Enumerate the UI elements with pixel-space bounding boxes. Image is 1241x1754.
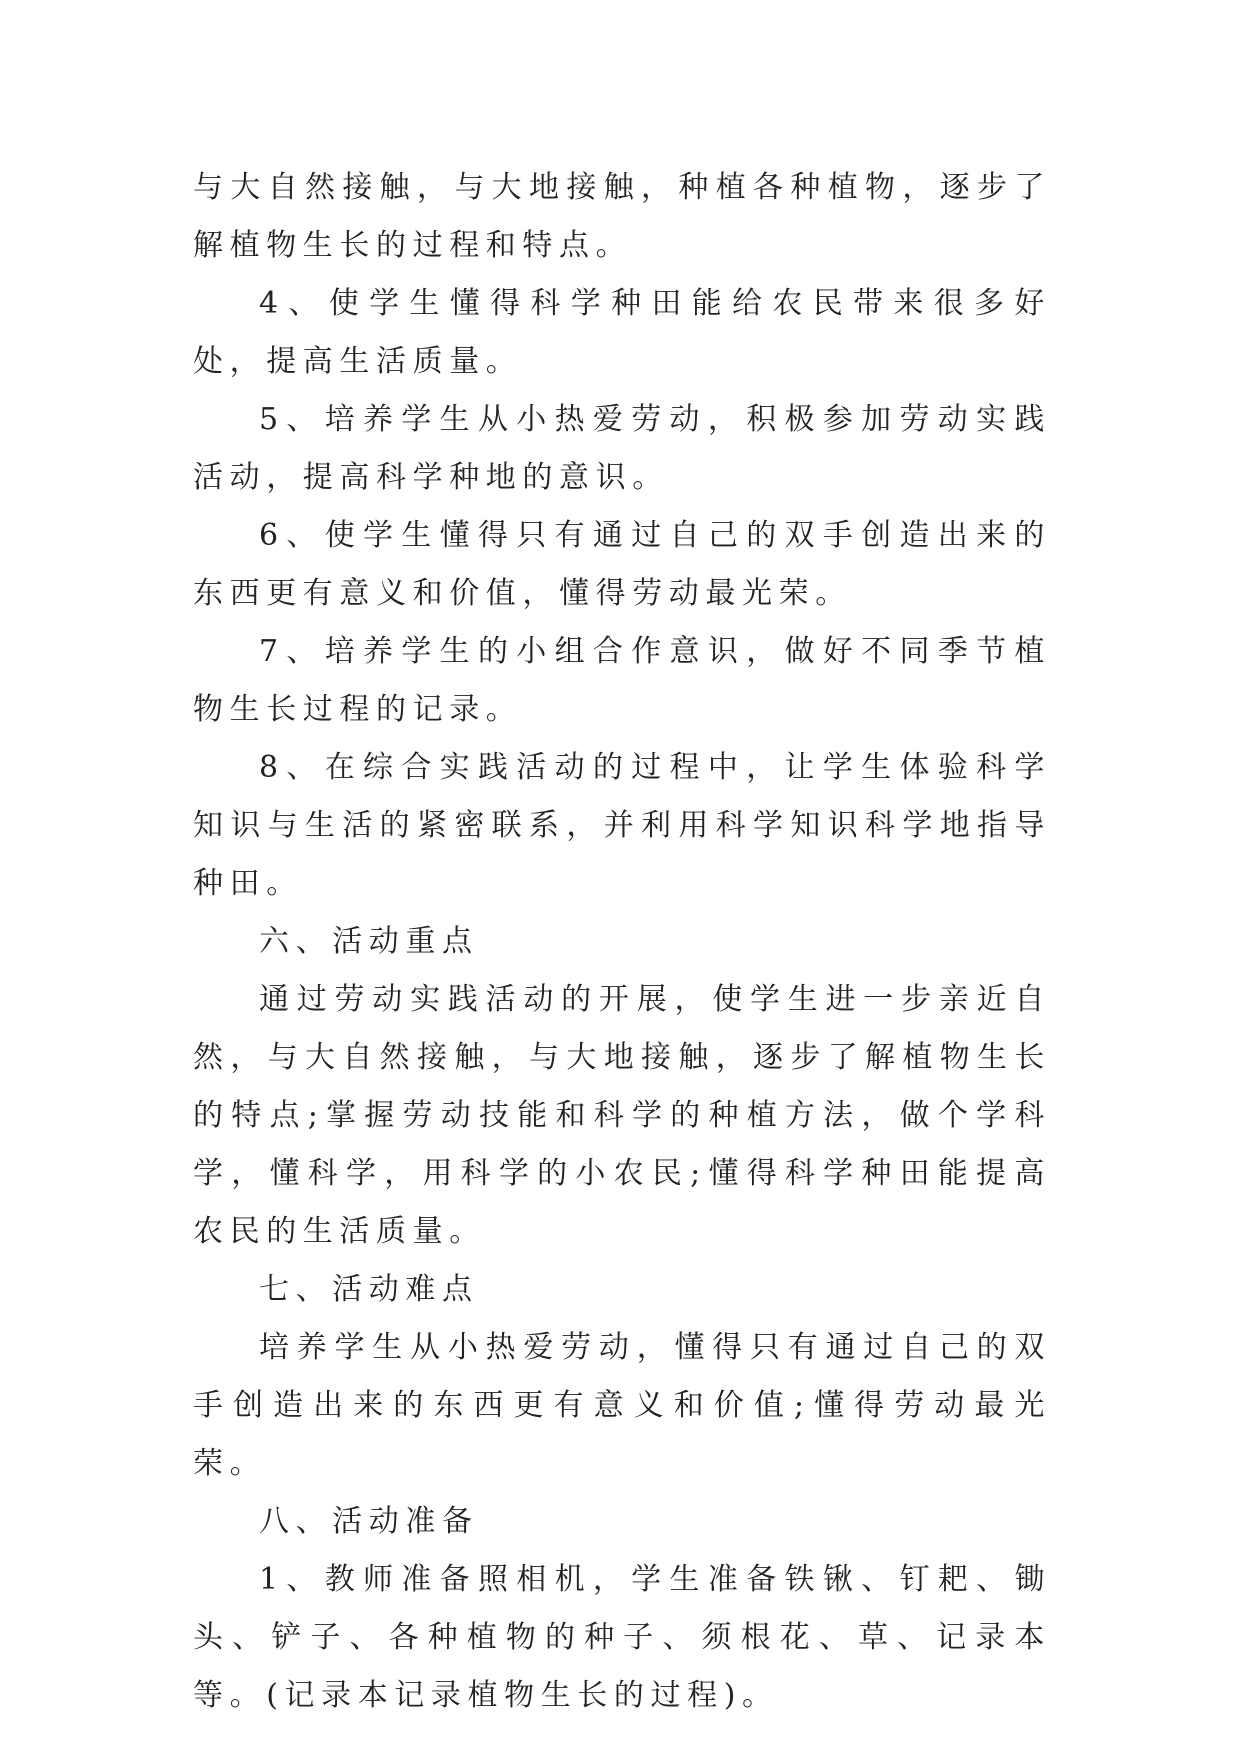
paragraph-item-5: 5、培养学生从小热爱劳动，积极参加劳动实践活动，提高科学种地的意识。 <box>193 402 1051 495</box>
paragraph-item-7: 7、培养学生的小组合作意识，做好不同季节植物生长过程的记录。 <box>193 634 1051 727</box>
paragraph-item-6: 6、使学生懂得只有通过自己的双手创造出来的东西更有意义和价值，懂得劳动最光荣。 <box>193 518 1051 611</box>
section-heading-preparation: 八、活动准备 <box>259 1504 479 1539</box>
paragraph-difficulties: 培养学生从小热爱劳动，懂得只有通过自己的双手创造出来的东西更有意义和价值;懂得劳动最光荣。 <box>193 1330 1051 1481</box>
paragraph-item-4: 4、使学生懂得科学种田能给农民带来很多好处，提高生活质量。 <box>193 286 1051 379</box>
document-page <box>193 159 1051 1725</box>
section-heading-difficulties: 七、活动难点 <box>259 1272 479 1307</box>
paragraph-preparation-1: 1、教师准备照相机，学生准备铁锹、钉耙、锄头、铲子、各种植物的种子、须根花、草、记录本等。(记录本记录植物生长的过程)。 <box>193 1562 1051 1713</box>
paragraph-key-points: 通过劳动实践活动的开展，使学生进一步亲近自然，与大自然接触，与大地接触，逐步了解植物生长的特点;掌握劳动技能和科学的种植方法，做个学科学，懂科学，用科学的小农民;懂得科学种田能提高农民的生活质量。 <box>193 982 1051 1249</box>
paragraph-continuation: 与大自然接触，与大地接触，种植各种植物，逐步了解植物生长的过程和特点。 <box>193 170 1051 263</box>
paragraph-item-8: 8、在综合实践活动的过程中，让学生体验科学知识与生活的紧密联系，并利用科学知识科学地指导种田。 <box>193 750 1051 901</box>
section-heading-key-points: 六、活动重点 <box>259 924 479 959</box>
